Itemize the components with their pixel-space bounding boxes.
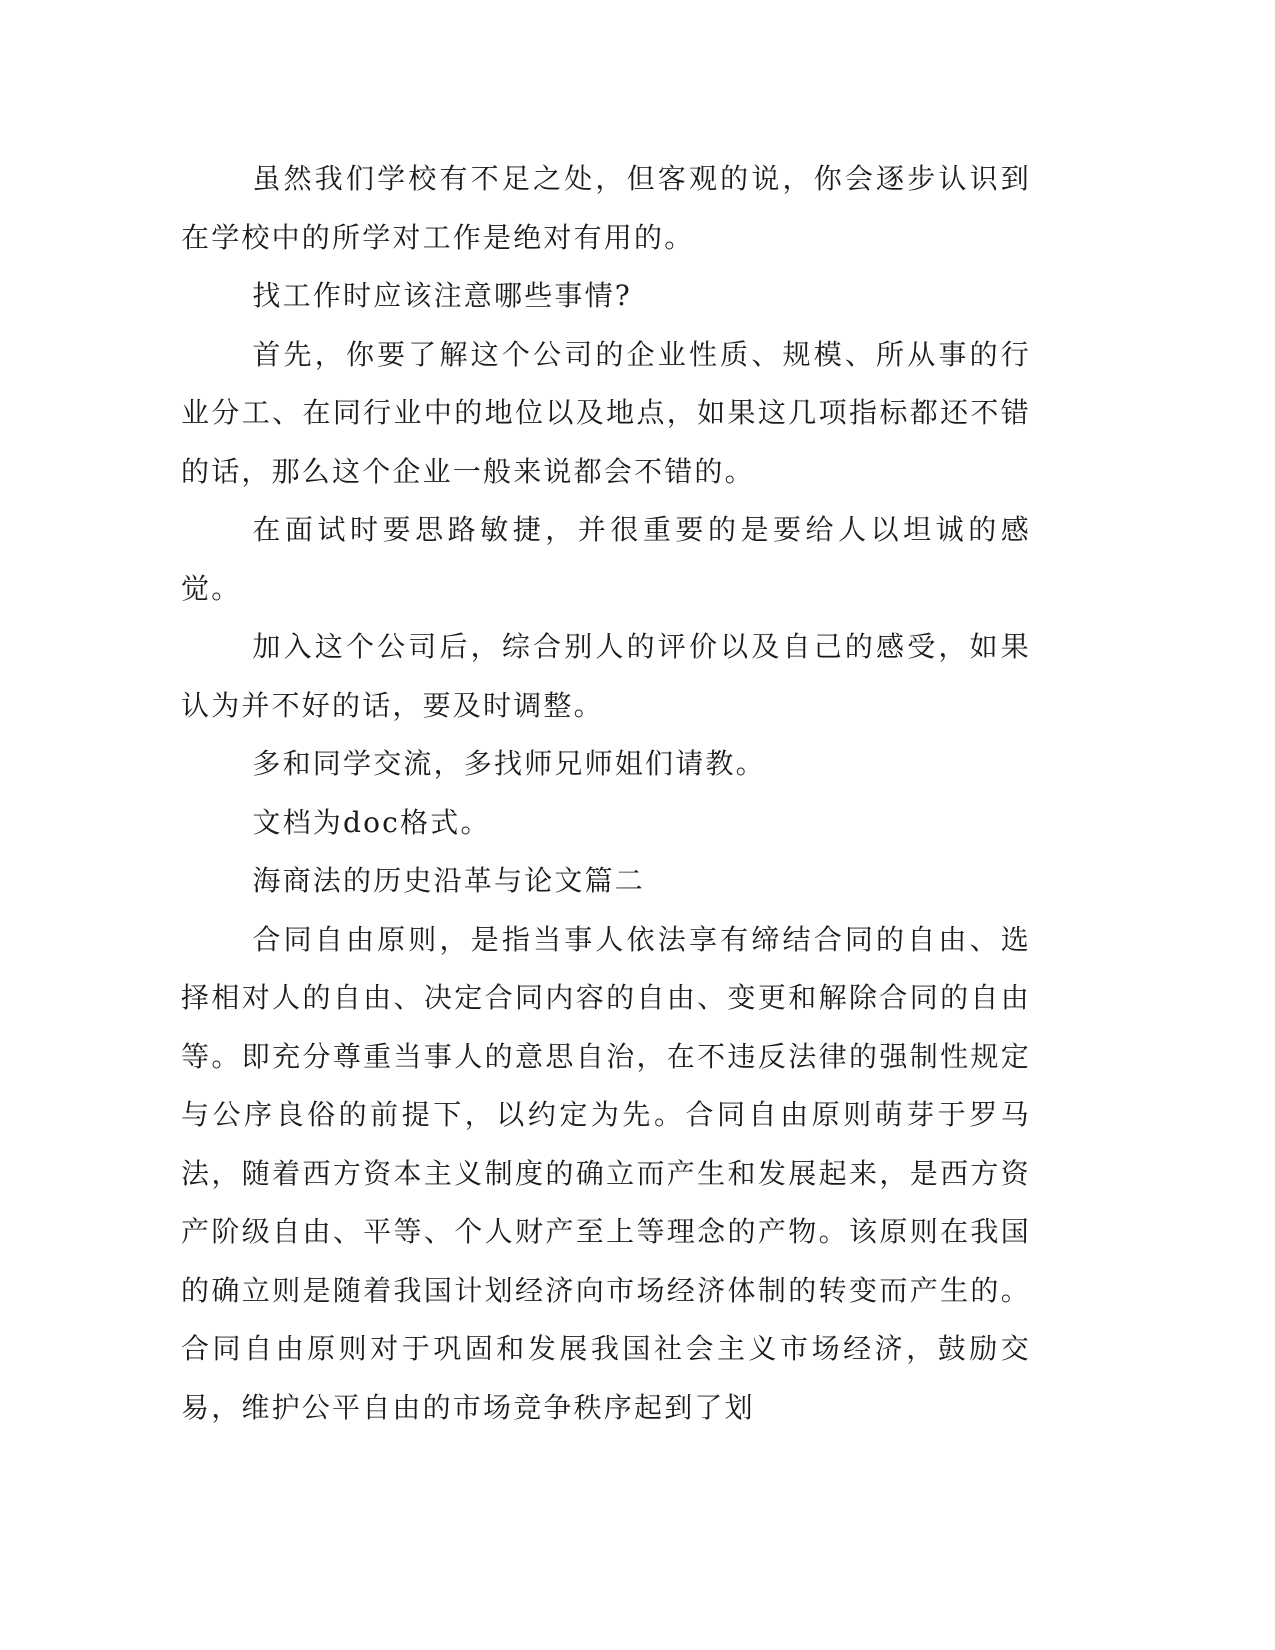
paragraph-contract-freedom: 合同自由原则，是指当事人依法享有缔结合同的自由、选择相对人的自由、决定合同内容的自由、变更和解除合同的自由等。即充分尊重当事人的意思自治，在不违反法律的强制性规定与公序良俗的前提下，以约定为先。合同自由原则萌芽于罗马法，随着西方资本主义制度的确立而产生和发展起来，是西方资产阶级自由、平等、个人财产至上等理念的产物。该原则在我国的确立则是随着我国计划经济向市场经济体制的转变而产生的。合同自由原则对于巩固和发展我国社会主义市场经济，鼓励交易，维护公平自由的市场竞争秩序起到了划 — [181, 922, 1031, 1424]
document-body — [181, 150, 1031, 1437]
paragraph-school-value: 虽然我们学校有不足之处，但客观的说，你会逐步认识到在学校中的所学对工作是绝对有用的。 — [181, 162, 1031, 254]
paragraph-adjust: 加入这个公司后，综合别人的评价以及自己的感受，如果认为并不好的话，要及时调整。 — [181, 630, 1031, 722]
paragraph-doc-format: 文档为doc格式。 — [252, 805, 491, 839]
paragraph-company-nature: 首先，你要了解这个公司的企业性质、规模、所从事的行业分工、在同行业中的地位以及地点，如果这几项指标都还不错的话，那么这个企业一般来说都会不错的。 — [181, 337, 1031, 488]
paragraph-communicate: 多和同学交流，多找师兄师姐们请教。 — [252, 747, 766, 780]
paragraph-job-question: 找工作时应该注意哪些事情? — [252, 279, 633, 312]
section-heading: 海商法的历史沿革与论文篇二 — [252, 864, 645, 897]
paragraph-interview: 在面试时要思路敏捷，并很重要的是要给人以坦诚的感觉。 — [181, 513, 1031, 605]
